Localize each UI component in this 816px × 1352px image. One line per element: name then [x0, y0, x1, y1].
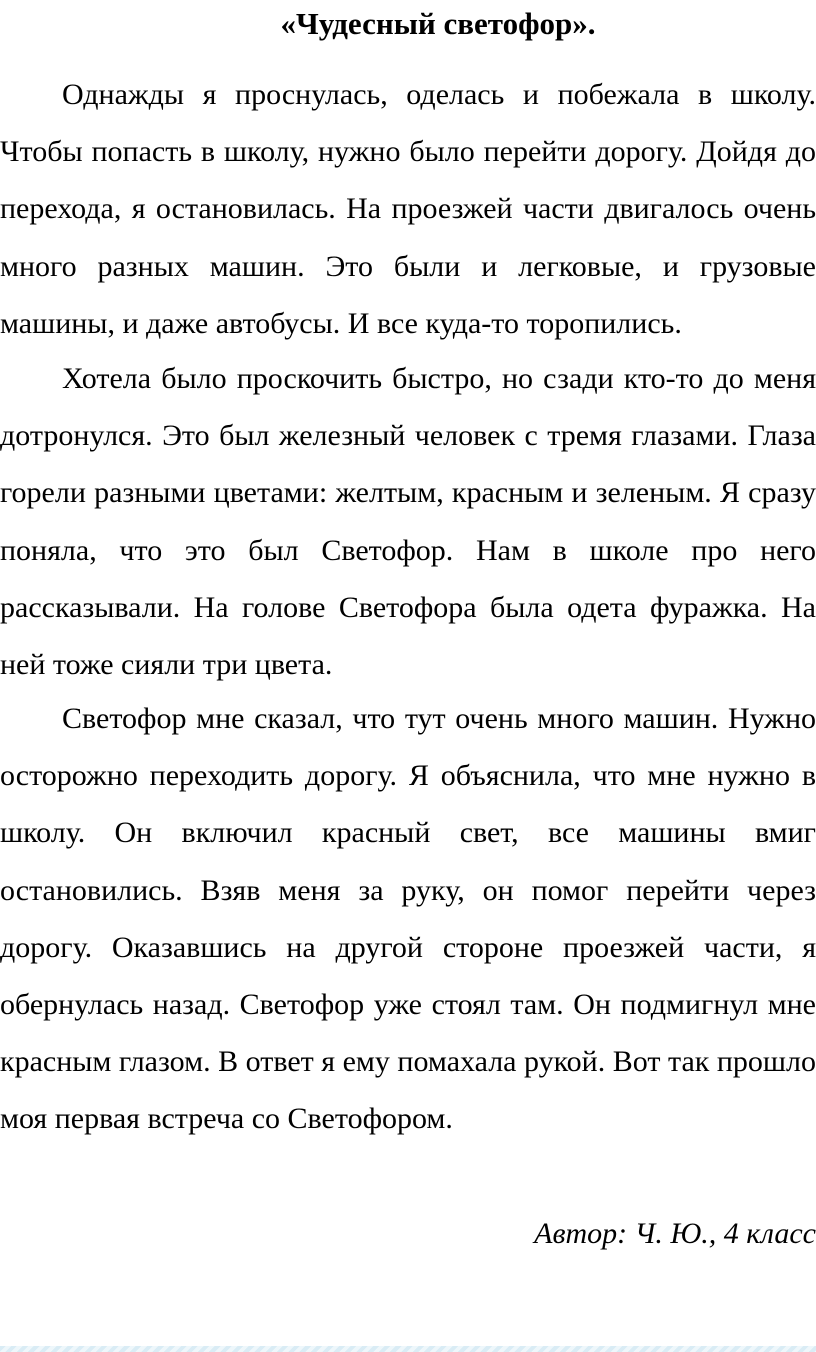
story-paragraph-2: Хотела было проскочить быстро, но сзади кто-то до меня дотронулся. Это был железный человек с тремя глазами. Глаза горели разными цветами: желтым, красным и зеленым. Я сразу поняла, что это был Светофор. Нам в школе про него рассказывали. На голове Светофора была одета фуражка. На ней тоже сияли три цвета. [0, 362, 816, 682]
author-signature: Автор: Ч. Ю., 4 класс [534, 1217, 816, 1250]
story-paragraph-3: Светофор мне сказал, что тут очень много машин. Нужно осторожно переходить дорогу. Я объяснила, что мне нужно в школу. Он включил красный свет, все машины вмиг остановились. Взяв меня за руку, он помог перейти через дорогу. Оказавшись на другой стороне проезжей части, я обернулась назад. Светофор уже стоял там. Он подмигнул мне красным глазом. В ответ я ему помахала рукой. Вот так прошло моя первая встреча со Светофором. [0, 702, 816, 1136]
page-bottom-border [0, 1346, 816, 1352]
story-title: «Чудесный светофор». [280, 6, 596, 41]
story-paragraph-1: Однажды я проснулась, оделась и побежала в школу. Чтобы попасть в школу, нужно было перейти дорогу. Дойдя до перехода, я остановилась. На проезжей части двигалось очень много разных машин. Это были и легковые, и грузовые машины, и даже автобусы. И все куда-то торопились. [0, 78, 816, 340]
